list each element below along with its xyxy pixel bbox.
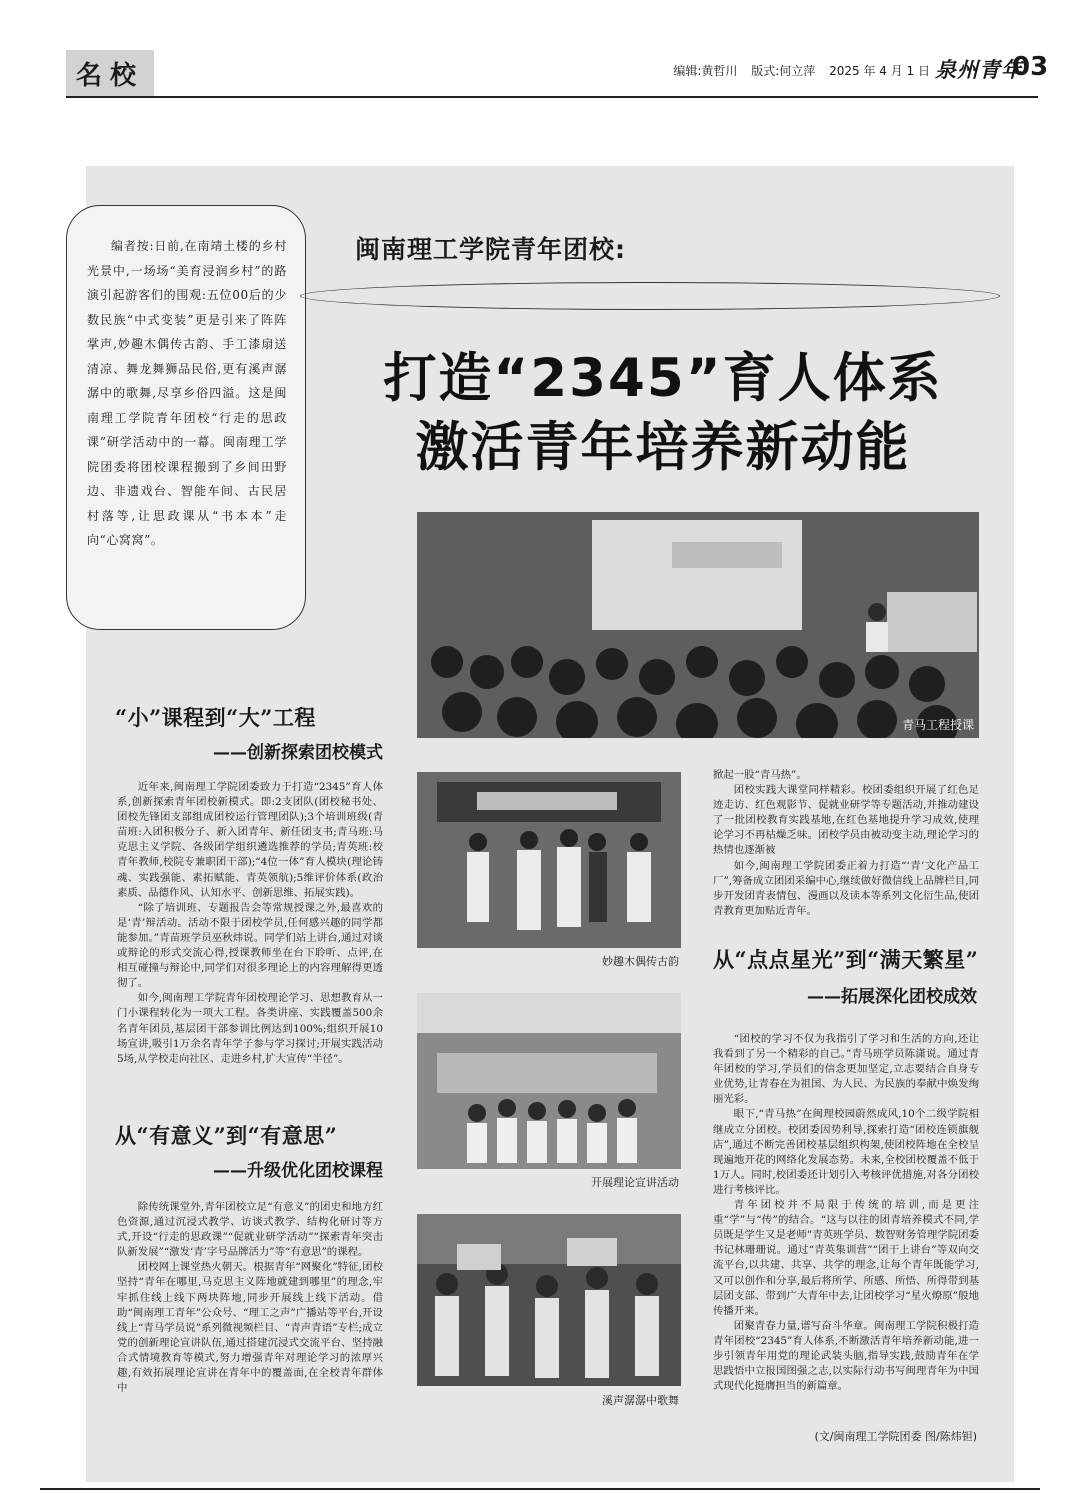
issue-date: 2025 年 4 月 1 日 xyxy=(829,64,930,78)
section2-paragraph: 团校网上课堂热火朝天。根据青年“网聚化”特征,团校坚持“青年在哪里,马克思主义阵地就建到哪里”的理念,牢牢抓住线上线下两块阵地,同步开展线上线下活动。借助“闽南理工青年”公众号、“理工之声”广播站等平台,开设线上“青马学员说”系列微视频栏目、“青声青语”专栏;成立党的创新理论宣讲队伍,通过搭建沉浸式交流平台、坚持融合式情境教育等模式,努力增强青年对理论学习的浓厚兴趣,有效拓展理论宣讲在青年中的覆盖面,在全校青年群体中 xyxy=(117,1261,383,1395)
lecture-photo-art xyxy=(417,993,681,1169)
section2-body xyxy=(117,1200,383,1470)
puppet-photo xyxy=(417,772,681,948)
section3-paragraph: 团校实践大课堂同样精彩。校团委组织开展了红色足迹走访、红色观影节、促就业研学等专题活动,并推动建设了一批团校教育实践基地,在红色基地提升学习成效,使理论学习不再枯燥乏味。团校学员由被动变主动,理论学习的热情也逐渐被 xyxy=(713,784,979,857)
lecture-photo xyxy=(417,993,681,1169)
section1-paragraph: 如今,闽南理工学院青年团校理论学习、思想教育从一门小课程转化为一项大工程。各类讲座、实践覆盖500余名青年团员,基层团干部参训比例达到100%;组织开展10场宣讲,吸引1万余名青年学子参与学习探讨;开展实践活动5场,从学校走向社区、走进乡村,扩大宣传“半径”。 xyxy=(117,992,383,1065)
editor-note xyxy=(66,205,306,630)
paper-name: 泉州青年 xyxy=(935,57,1023,82)
page-number: 03 xyxy=(1012,52,1049,82)
section4-title: 从“点点星光”到“满天繁星” xyxy=(713,947,979,972)
layout-credit: 版式:何立萍 xyxy=(751,64,816,78)
section4-subtitle: ——拓展深化团校成效 xyxy=(807,987,977,1007)
bottom-rule xyxy=(40,1488,1040,1490)
kicker-frame xyxy=(300,282,1000,310)
kicker: 闽南理工学院青年团校: xyxy=(355,235,626,264)
section1-title: “小”课程到“大”工程 xyxy=(115,705,316,730)
section4-body xyxy=(713,1032,979,1424)
puppet-photo-art xyxy=(417,772,681,948)
article-credit: (文/闽南理工学院团委 图/陈炜钽) xyxy=(814,1430,977,1443)
section3-paragraph: 掀起一股“青马热”。 xyxy=(713,769,807,781)
section1-body xyxy=(117,780,383,1090)
section2-paragraph: 除传统课堂外,青年团校立足“有意义”的团史和地方红色资源,通过沉浸式教学、访谈式教学、结构化研讨等方式,开设“行走的思政课”“促就业研学活动”“探索青年突击队新发展”“激发‘青’字号品牌活力”等“有意思”的课程。 xyxy=(117,1201,383,1259)
headline-line-1: 打造“2345”育人体系 xyxy=(383,348,943,409)
section4-paragraph: “团校的学习不仅为我指引了学习和生活的方向,还让我看到了另一个精彩的自己。”青马班学员陈潇说。通过青年团校的学习,学员们的信念更加坚定,立志要结合自身专业优势,让青春在为祖国、为人民、为民族的奉献中焕发绚丽光彩。 xyxy=(713,1033,979,1106)
headline-line-2: 激活青年培养新动能 xyxy=(415,417,911,478)
section3-paragraph: 如今,闽南理工学院团委正着力打造“‘青’文化产品工厂”,筹备成立团团采编中心,继续做好微信线上品牌栏目,同步开发团青表情包、漫画以及读本等系列文化衍生品,使团青教育更加贴近青年。 xyxy=(713,859,979,917)
header-rule xyxy=(66,96,1038,98)
section4-paragraph: 眼下,“青马热”在闽理校园蔚然成风,10个二级学院相继成立分团校。校团委因势利导,探索打造“团校连锁旗舰店”,通过不断完善团校基层组织构架,使团校阵地在全校呈现遍地开花的网络化发展态势。未来,全校团校覆盖不低于1万人。同时,校团委还计划引入考核评优措施,对各分团校进行考核评比。 xyxy=(713,1108,979,1196)
section-tag: 名校 xyxy=(66,50,154,96)
section1-paragraph: “除了培训班、专题报告会等常规授课之外,最喜欢的是‘青’辩活动。活动不限于团校学员,任何感兴趣的同学都能参加。”青苗班学员巫秋炜说。同学们站上讲台,通过对谈或辩论的形式交流心得,授课教师坐在台下聆听、点评,在相互碰撞与辩论中,同学们对很多理论上的内容理解得更透彻了。 xyxy=(117,901,383,990)
dance-photo-art xyxy=(417,1214,681,1386)
section2-title: 从“有意义”到“有意思” xyxy=(115,1123,338,1148)
lecture-photo-caption: 开展理论宣讲活动 xyxy=(591,1176,679,1189)
dance-photo-caption: 溪声潺潺中歌舞 xyxy=(602,1394,679,1407)
section4-paragraph: 青年团校并不局限于传统的培训,而是更注重“学”与“传”的结合。“这与以往的团青培养模式不同,学员既是学生又是老师”青英班学员、数智财务管理学院团委书记林珊珊说。通过“青英集训营”“团干上讲台”等双向交流平台,以共建、共享、共学的理念,让每个青年既能学习,又可以创作和分享,最后将所学、所感、所悟、所得带到基层团支部、带到广大青年中去,让团校学习“星火燎原”般地传播开来。 xyxy=(713,1199,979,1317)
section4-paragraph: 团聚青春力量,谱写奋斗华章。闽南理工学院积极打造青年团校“2345”育人体系,不断激活青年培养新动能,进一步引领青年用党的理论武装头脑,指导实践,鼓励青年在学思践悟中立报国图强之志,以实际行动书写闽理青年为中国式现代化挺膺担当的新篇章。 xyxy=(713,1319,979,1393)
main-photo-caption: 青马工程授课 xyxy=(901,718,974,732)
editor-credit: 编辑:黄哲川 xyxy=(673,64,738,78)
main-photo-art xyxy=(417,512,979,738)
dance-photo xyxy=(417,1214,681,1386)
section1-subtitle: ——创新探索团校模式 xyxy=(213,743,383,763)
section1-paragraph: 近年来,闽南理工学院团委致力于打造“2345”育人体系,创新探索青年团校新模式。即:2支团队(团校秘书处、团校先锋团支部组成团校运行管理团队);3个培训班级(青苗班:入团积极分子、新入团青年、新任团支书;青马班:马克思主义学院、各级团学组织遴选推荐的学员;青英班:校青年教师,校院专兼职团干部);“4位一体”育人模块(理论铸魂、实践强能、素拓赋能、青英领航);5维评价体系(政治素质、品德作风、认知水平、创新思维、拓展实践)。 xyxy=(117,781,383,899)
main-photo xyxy=(417,512,979,738)
editor-note-text: 编者按:日前,在南靖土楼的乡村光景中,一场场“美育浸润乡村”的路演引起游客们的围观:五位00后的少数民族“中式变装”更是引来了阵阵掌声,妙趣木偶传古韵、手工漆扇送清凉、舞龙舞狮品民俗,更有溪声潺潺中的歌舞,尽享乡俗四溢。这是闽南理工学院青年团校“行走的思政课”研学活动中的一幕。闽南理工学院团委将团校课程搬到了乡间田野边、非遗戏台、智能车间、古民居村落等,让思政课从“书本本”走向“心窝窝”。 xyxy=(87,239,287,547)
header-meta xyxy=(663,62,930,79)
section3-body xyxy=(713,768,979,918)
section2-subtitle: ——升级优化团校课程 xyxy=(213,1161,383,1181)
puppet-photo-caption: 妙趣木偶传古韵 xyxy=(602,955,679,968)
